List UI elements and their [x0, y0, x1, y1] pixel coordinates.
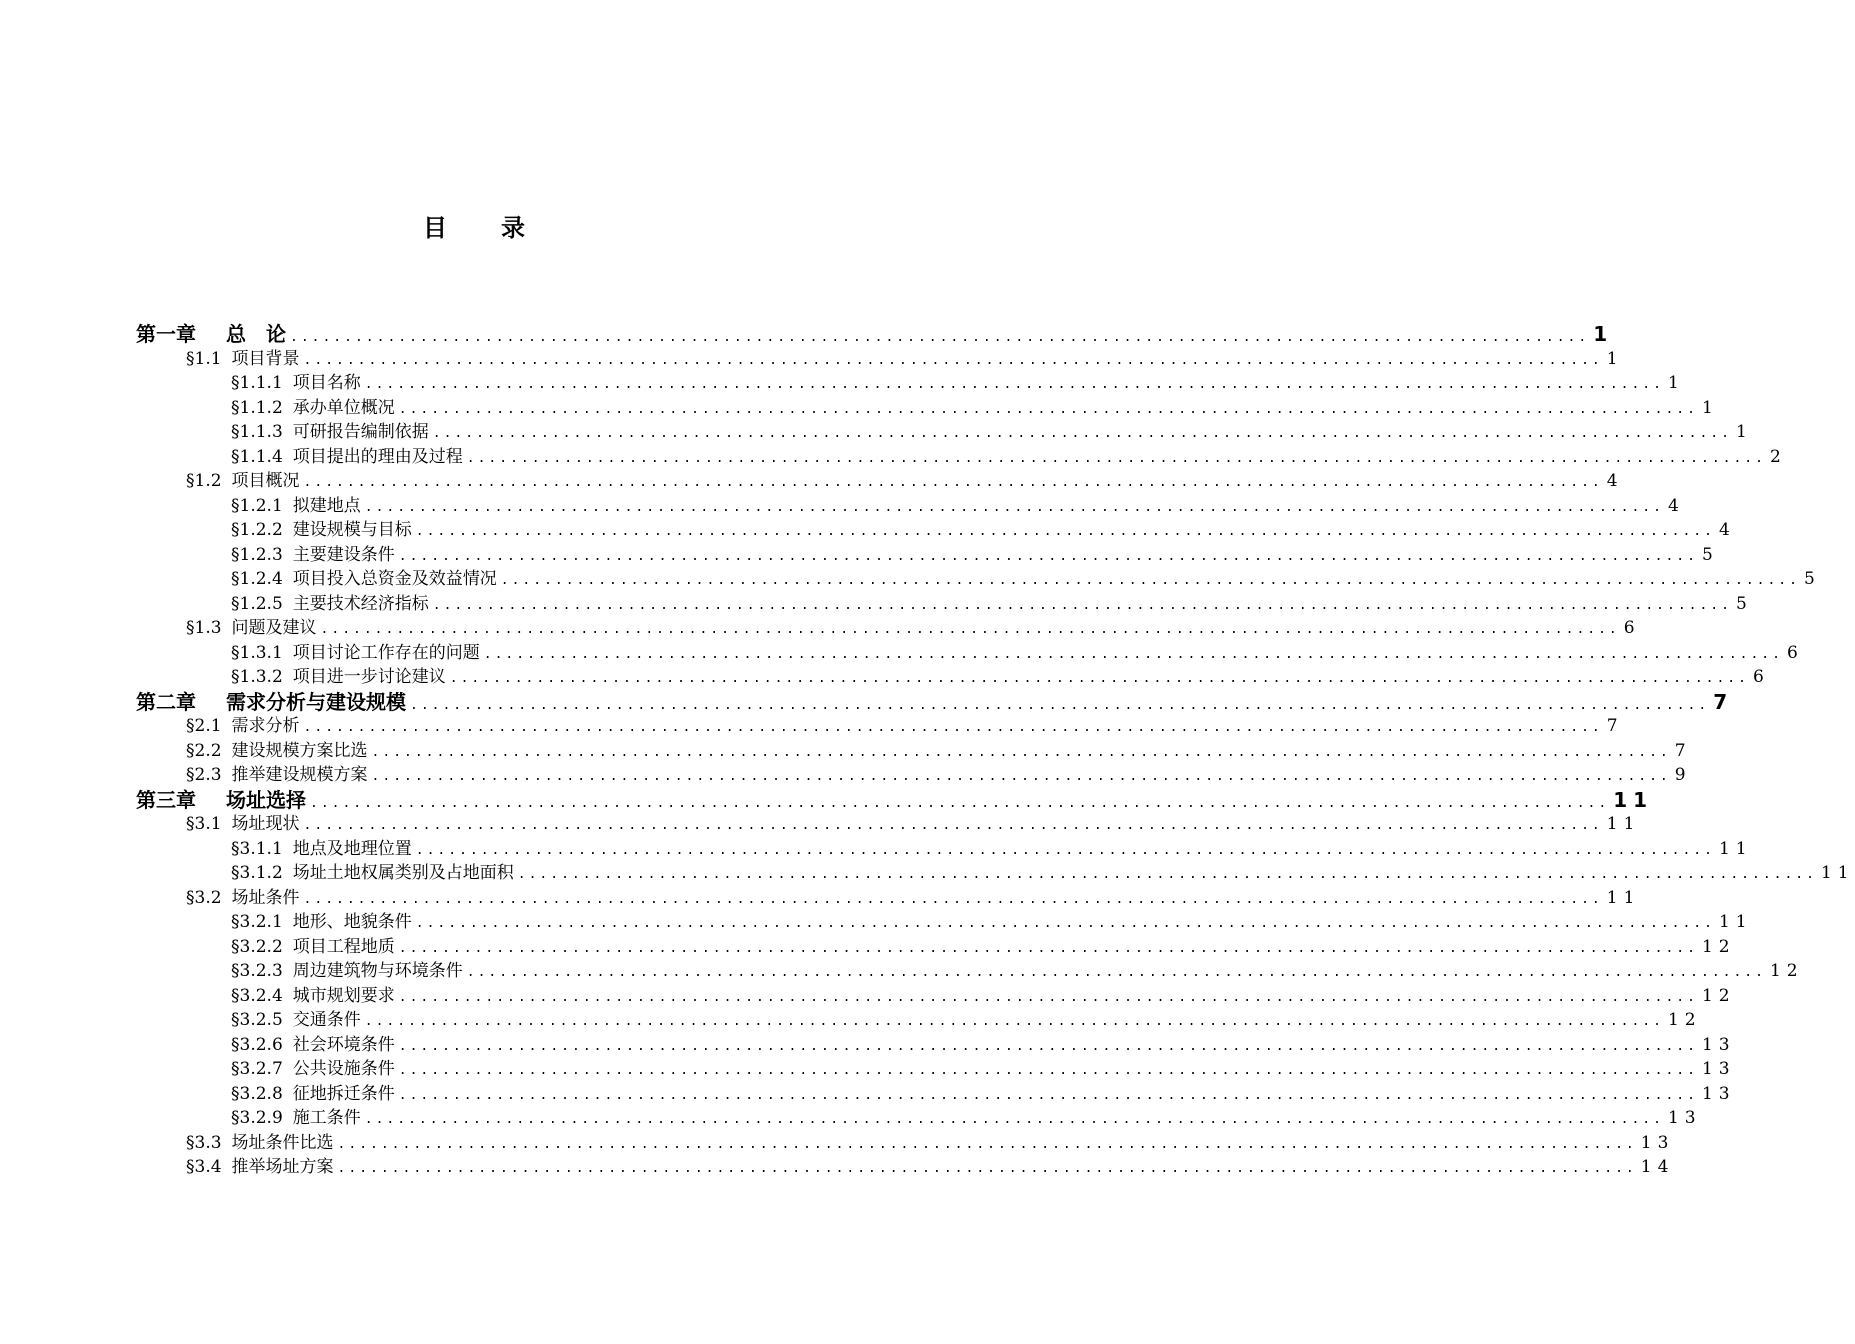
toc-entry[interactable]: [0, 910, 1753, 935]
toc-entry-label: 公共设施条件: [292, 1059, 395, 1079]
toc-entry[interactable]: [0, 787, 1654, 813]
toc-entry-page: 13: [1640, 1132, 1675, 1153]
dot-leader: ........................................................................................................................: [364, 1014, 1664, 1029]
toc-entry-page: 5: [1803, 569, 1821, 589]
toc-entry-label: 施工条件: [292, 1108, 361, 1128]
toc-entry-number: §1.1.4: [231, 446, 283, 467]
toc-entry-label: 场址条件: [231, 887, 300, 908]
toc-entry-label: 建设规模方案比选: [231, 740, 368, 761]
toc-entry[interactable]: [0, 518, 1736, 543]
toc-entry-number: §3.2.7: [231, 1059, 283, 1079]
toc-entry-label: 场址土地权属类别及占地面积: [292, 863, 514, 883]
toc-entry[interactable]: [0, 371, 1685, 396]
dot-leader: ........................................................................................................................: [517, 867, 1817, 882]
toc-entry-number: 第二章: [136, 689, 196, 714]
toc-entry-number: §3.2.8: [231, 1083, 283, 1104]
toc-entry-label: 交通条件: [292, 1010, 361, 1030]
toc-entry-page: 4: [1667, 495, 1685, 516]
toc-entry[interactable]: [0, 1155, 1675, 1180]
dot-leader: ........................................................................................................................: [398, 989, 1698, 1005]
toc-entry-page: 1: [1735, 422, 1753, 442]
dot-leader: ........................................................................................................................: [364, 499, 1664, 515]
dot-leader: ........................................................................................................................: [483, 646, 1783, 662]
dot-leader: ........................................................................................................................: [398, 1063, 1698, 1078]
toc-entry[interactable]: [0, 984, 1736, 1009]
toc-entry[interactable]: [0, 935, 1736, 960]
toc-entry[interactable]: [0, 959, 1804, 984]
toc-entry[interactable]: [0, 1131, 1675, 1156]
toc-entry-label: 推举建设规模方案: [231, 765, 368, 785]
toc-entry-label: 需求分析与建设规模: [226, 689, 406, 714]
toc-entry-page: 5: [1701, 544, 1719, 565]
toc-entry-number: 第三章: [136, 787, 196, 812]
toc-entry-number: §1.3.1: [231, 642, 283, 663]
toc-entry-label: 项目进一步讨论建议: [292, 667, 446, 687]
toc-entry-label: 需求分析: [231, 716, 300, 736]
toc-entry[interactable]: [0, 1057, 1736, 1082]
toc-entry-number: §1.2: [186, 471, 222, 491]
dot-leader: ........................................................................................................................: [303, 352, 1603, 368]
table-of-contents: [0, 322, 1855, 1180]
toc-entry-label: 场址条件比选: [231, 1132, 334, 1153]
toc-entry[interactable]: [0, 592, 1753, 617]
toc-entry[interactable]: [0, 1033, 1736, 1058]
toc-entry-number: §3.2.4: [231, 985, 283, 1006]
toc-entry[interactable]: [0, 665, 1770, 690]
toc-entry-number: §3.2.9: [231, 1108, 283, 1128]
toc-entry-page: 12: [1667, 1010, 1702, 1030]
toc-entry-page: 11: [1820, 863, 1855, 883]
toc-entry[interactable]: [0, 689, 1734, 715]
toc-entry[interactable]: [0, 861, 1855, 886]
toc-entry-label: 主要技术经济指标: [292, 593, 429, 614]
toc-entry-page: 4: [1718, 520, 1736, 540]
toc-entry[interactable]: [0, 445, 1787, 470]
toc-entry-page: 2: [1769, 446, 1787, 467]
toc-entry[interactable]: [0, 347, 1624, 372]
toc-entry-page: 6: [1623, 618, 1641, 638]
toc-entry[interactable]: [0, 837, 1753, 862]
dot-leader: ........................................................................................................................: [415, 916, 1715, 931]
toc-entry-page: 5: [1735, 593, 1753, 614]
toc-entry-page: 13: [1701, 1083, 1736, 1104]
toc-entry-label: 地点及地理位置: [292, 838, 412, 859]
toc-entry-number: §3.3: [186, 1132, 222, 1153]
dot-leader: ........................................................................................................................: [290, 330, 1590, 345]
toc-entry-page: 11: [1613, 787, 1654, 812]
toc-title: 目 录: [423, 214, 527, 242]
toc-entry-label: 项目背景: [231, 348, 300, 369]
toc-entry-page: 1: [1606, 348, 1624, 369]
dot-leader: ........................................................................................................................: [337, 1161, 1637, 1176]
toc-entry-label: 项目概况: [231, 471, 300, 491]
toc-entry-number: §1.1.2: [231, 397, 283, 418]
toc-entry[interactable]: [0, 763, 1692, 788]
toc-entry-label: 承办单位概况: [292, 397, 395, 418]
toc-entry-number: §1.2.5: [231, 593, 283, 614]
toc-entry[interactable]: [0, 494, 1685, 519]
toc-entry-page: 12: [1701, 985, 1736, 1006]
dot-leader: ........................................................................................................................: [466, 450, 1766, 466]
toc-entry-page: 7: [1674, 740, 1692, 761]
toc-entry-page: 7: [1606, 716, 1624, 736]
toc-entry[interactable]: [0, 812, 1641, 837]
dot-leader: ........................................................................................................................: [466, 965, 1766, 980]
toc-entry-label: 城市规划要求: [292, 985, 395, 1006]
toc-entry-number: §3.4: [186, 1157, 222, 1177]
toc-entry[interactable]: [0, 396, 1719, 421]
dot-leader: ........................................................................................................................: [415, 524, 1715, 539]
dot-leader: ........................................................................................................................: [303, 720, 1603, 735]
toc-entry[interactable]: [0, 1008, 1702, 1033]
dot-leader: ........................................................................................................................: [449, 671, 1749, 686]
dot-leader: ........................................................................................................................: [415, 842, 1715, 858]
toc-entry-number: §3.2.2: [231, 936, 283, 957]
toc-entry-page: 13: [1701, 1034, 1736, 1055]
toc-entry-page: 14: [1640, 1157, 1675, 1177]
toc-entry-number: §1.3: [186, 618, 222, 638]
dot-leader: ........................................................................................................................: [398, 401, 1698, 417]
toc-entry-label: 项目名称: [292, 373, 361, 393]
toc-entry-number: §3.2.6: [231, 1034, 283, 1055]
toc-entry-page: 7: [1713, 689, 1734, 714]
toc-entry-label: 拟建地点: [292, 495, 361, 516]
toc-entry[interactable]: [0, 616, 1641, 641]
toc-entry-number: §2.3: [186, 765, 222, 785]
toc-entry-number: §3.2.1: [231, 912, 283, 932]
toc-entry-page: 11: [1718, 912, 1753, 932]
toc-entry-page: 4: [1606, 471, 1624, 491]
toc-entry[interactable]: [0, 420, 1753, 445]
toc-entry-number: §1.1.1: [231, 373, 283, 393]
toc-entry[interactable]: [0, 1082, 1736, 1107]
toc-entry-label: 问题及建议: [231, 618, 317, 638]
toc-entry-number: §3.1: [186, 814, 222, 834]
dot-leader: ........................................................................................................................: [432, 597, 1732, 613]
toc-entry-label: 项目投入总资金及效益情况: [292, 569, 497, 589]
toc-entry[interactable]: [0, 543, 1719, 568]
dot-leader: ........................................................................................................................: [303, 475, 1603, 490]
dot-leader: ........................................................................................................................: [371, 744, 1671, 760]
toc-entry-page: 13: [1701, 1059, 1736, 1079]
toc-entry-page: 11: [1606, 814, 1641, 834]
dot-leader: ........................................................................................................................: [371, 769, 1671, 784]
toc-entry[interactable]: [0, 739, 1692, 764]
toc-entry-number: §1.2.3: [231, 544, 283, 565]
toc-entry-label: 总 论: [226, 322, 286, 346]
dot-leader: ........................................................................................................................: [320, 622, 1620, 637]
toc-entry-page: 12: [1701, 936, 1736, 957]
toc-entry[interactable]: [0, 567, 1821, 592]
toc-entry-number: §1.1.3: [231, 422, 283, 442]
toc-entry-number: §1.1: [186, 348, 222, 369]
dot-leader: ........................................................................................................................: [310, 795, 1610, 811]
toc-entry-number: §2.2: [186, 740, 222, 761]
toc-entry-label: 项目工程地质: [292, 936, 395, 957]
toc-entry-page: 1: [1667, 373, 1685, 393]
toc-entry-page: 6: [1752, 667, 1770, 687]
toc-entry-label: 周边建筑物与环境条件: [292, 961, 463, 981]
toc-entry[interactable]: [0, 1106, 1702, 1131]
dot-leader: ........................................................................................................................: [364, 1112, 1664, 1127]
dot-leader: ........................................................................................................................: [398, 1087, 1698, 1103]
toc-entry-label: 场址现状: [231, 814, 300, 834]
dot-leader: ........................................................................................................................: [398, 1038, 1698, 1054]
toc-entry-label: 征地拆迁条件: [292, 1083, 395, 1104]
dot-leader: ........................................................................................................................: [398, 548, 1698, 564]
toc-entry-number: §3.2: [186, 887, 222, 908]
toc-entry-page: 12: [1769, 961, 1804, 981]
toc-entry-label: 地形、地貌条件: [292, 912, 412, 932]
dot-leader: ........................................................................................................................: [500, 573, 1800, 588]
toc-entry-page: 1: [1701, 397, 1719, 418]
toc-entry-label: 建设规模与目标: [292, 520, 412, 540]
dot-leader: ........................................................................................................................: [410, 697, 1710, 713]
toc-entry-number: §3.2.3: [231, 961, 283, 981]
dot-leader: ........................................................................................................................: [364, 377, 1664, 392]
toc-entry[interactable]: [0, 714, 1624, 739]
toc-entry-page: 11: [1718, 838, 1753, 859]
toc-entry-label: 场址选择: [226, 787, 306, 812]
toc-entry-label: 社会环境条件: [292, 1034, 395, 1055]
toc-entry-page: 9: [1674, 765, 1692, 785]
dot-leader: ........................................................................................................................: [398, 940, 1698, 956]
toc-entry-page: 11: [1606, 887, 1641, 908]
toc-entry-number: §1.2.2: [231, 520, 283, 540]
toc-entry-number: 第一章: [136, 322, 196, 346]
toc-entry-number: §3.1.1: [231, 838, 283, 859]
toc-entry[interactable]: [0, 886, 1641, 911]
toc-entry-label: 推举场址方案: [231, 1157, 334, 1177]
toc-entry-number: §3.1.2: [231, 863, 283, 883]
toc-entry-label: 可研报告编制依据: [292, 422, 429, 442]
dot-leader: ........................................................................................................................: [337, 1136, 1637, 1152]
dot-leader: ........................................................................................................................: [303, 818, 1603, 833]
toc-entry-page: 13: [1667, 1108, 1702, 1128]
toc-entry-page: 6: [1786, 642, 1804, 663]
toc-entry-number: §1.2.1: [231, 495, 283, 516]
toc-entry-label: 项目提出的理由及过程: [292, 446, 463, 467]
toc-entry[interactable]: [0, 322, 1614, 347]
toc-entry-label: 项目讨论工作存在的问题: [292, 642, 480, 663]
dot-leader: ........................................................................................................................: [432, 426, 1732, 441]
toc-entry-number: §2.1: [186, 716, 222, 736]
toc-entry-number: §1.2.4: [231, 569, 283, 589]
toc-entry-page: 1: [1593, 322, 1614, 346]
dot-leader: ........................................................................................................................: [303, 891, 1603, 907]
toc-entry-number: §1.3.2: [231, 667, 283, 687]
toc-entry-number: §3.2.5: [231, 1010, 283, 1030]
toc-entry[interactable]: [0, 641, 1804, 666]
toc-entry[interactable]: [0, 469, 1624, 494]
toc-entry-label: 主要建设条件: [292, 544, 395, 565]
